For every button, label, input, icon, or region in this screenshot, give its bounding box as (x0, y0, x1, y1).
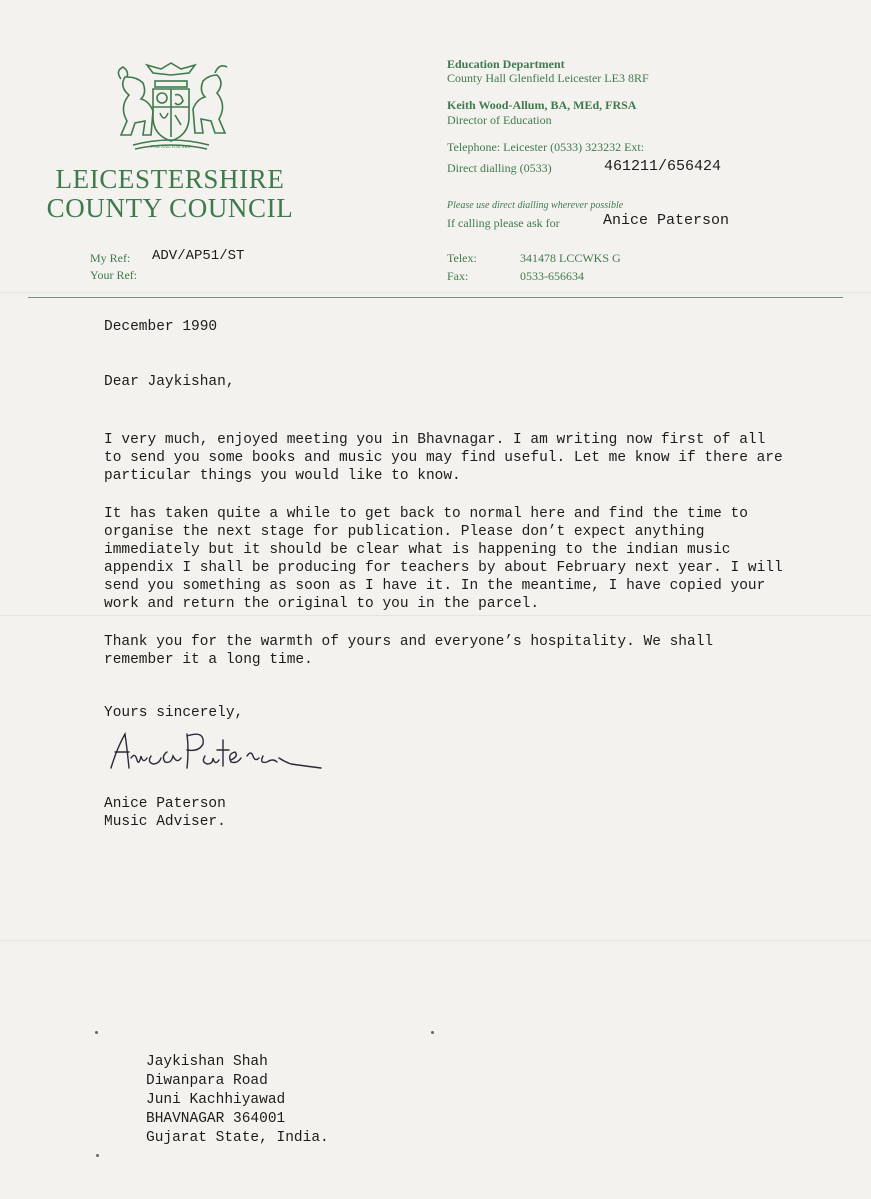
signatory-name: Anice Paterson (104, 796, 226, 812)
window-mark (95, 1031, 98, 1034)
fax-value: 0533-656634 (520, 269, 584, 283)
director-title: Director of Education (447, 113, 552, 127)
council-name-line1: LEICESTERSHIRE (55, 164, 285, 194)
letter-date: December 1990 (104, 319, 218, 335)
address-line: Jaykishan Shah (146, 1054, 268, 1070)
fax-label: Fax: (447, 269, 469, 283)
paragraph-2 (104, 505, 834, 613)
address-line: Gujarat State, India. (146, 1130, 329, 1146)
my-ref-label: My Ref: (90, 251, 131, 265)
contact-name: Anice Paterson (603, 212, 730, 229)
council-name-line2: COUNTY COUNCIL (46, 193, 294, 223)
telex-value: 341478 LCCWKS G (520, 251, 621, 265)
salutation: Dear Jaykishan, (104, 374, 235, 390)
my-ref-value: ADV/AP51/ST (152, 248, 245, 264)
paragraph-1-text: I very much, enjoyed meeting you in Bhavnagar. I am writing now first of all to send you some books and music you may find useful. Let me know if there are particular things you would like to know. (104, 432, 783, 484)
paper-fold-line (0, 292, 871, 294)
closing: Yours sincerely, (104, 705, 244, 721)
telex-label: Telex: (447, 251, 477, 265)
address-line: BHAVNAGAR 364001 (146, 1111, 286, 1127)
paper-fold-line (0, 615, 871, 617)
paragraph-3 (104, 633, 834, 669)
telephone-label: Telephone: Leicester (0533) 323232 Ext: (447, 140, 645, 154)
department-address: County Hall Glenfield Leicester LE3 8RF (447, 71, 649, 85)
signatory-title: Music Adviser. (104, 814, 226, 830)
recipient-address (146, 1053, 329, 1148)
contact-label: If calling please ask for (447, 216, 560, 230)
header-divider (28, 297, 843, 298)
your-ref-label: Your Ref: (90, 268, 138, 282)
paragraph-3-text: Thank you for the warmth of yours and everyone’s hospitality. We shall remember it a long time. (104, 634, 714, 668)
paragraph-2-text: It has taken quite a while to get back to normal here and find the time to organise the next stage for publication. Please don’t expect anything immediately but it should be clear what is happening to the indian music appendix I shall be producing for teachers by about February next year. I will send you something as soon as I have it. In the meantime, I have copied your work and return the original to you in the parcel. (104, 506, 783, 612)
window-mark (431, 1031, 434, 1034)
handwritten-signature-icon (105, 722, 325, 784)
crest-motto: FOR AND FOR ARD (151, 144, 191, 149)
address-line: Diwanpara Road (146, 1073, 268, 1089)
dialling-note: Please use direct dialling wherever possible (447, 200, 624, 211)
department-name: Education Department (447, 57, 565, 71)
window-mark (96, 1154, 99, 1157)
direct-dialling-number: 461211/656424 (604, 158, 722, 175)
coat-of-arms-icon (105, 57, 237, 153)
director-name: Keith Wood-Allum, BA, MEd, FRSA (447, 98, 637, 112)
paper-fold-line (0, 940, 871, 942)
direct-dialling-label: Direct dialling (0533) (447, 161, 552, 175)
paragraph-1 (104, 431, 834, 485)
council-name (28, 165, 312, 223)
address-line: Juni Kachhiyawad (146, 1092, 286, 1108)
